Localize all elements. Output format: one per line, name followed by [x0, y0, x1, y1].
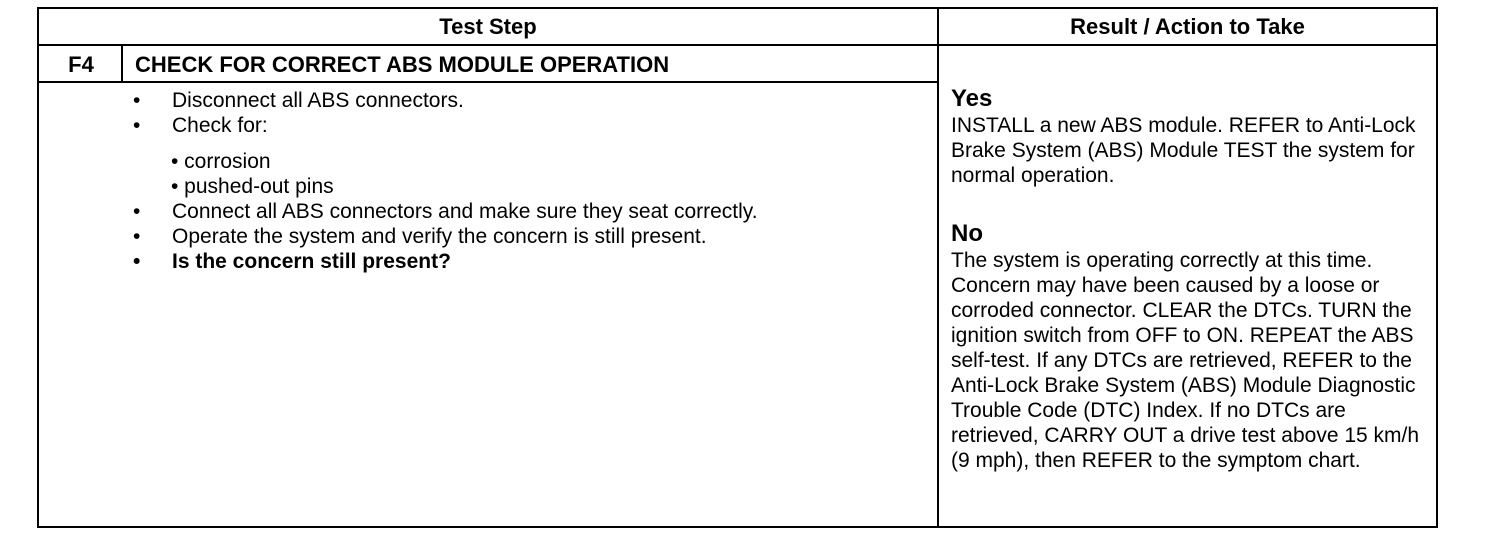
sub-item: • pushed-out pins: [171, 175, 334, 198]
bullet-text: Operate the system and verify the concern is still present.: [172, 225, 707, 248]
column-divider: [937, 9, 939, 526]
step-number: F4: [68, 52, 94, 77]
diagnostic-table: [37, 7, 1438, 528]
sub-item: • corrosion: [171, 150, 271, 173]
bullet-symbol: •: [133, 89, 141, 112]
result-yes: [951, 85, 1436, 188]
result-action-header: Result / Action to Take: [1070, 14, 1305, 39]
result-yes-label: Yes: [951, 85, 993, 112]
result-yes-text: INSTALL a new ABS module. REFER to Anti-Lock Brake System (ABS) Module TEST the system for normal operation.: [951, 114, 1416, 187]
bullet-symbol: •: [133, 114, 141, 137]
bullet-symbol: •: [133, 225, 141, 248]
bullet-text: Connect all ABS connectors and make sure they seat correctly.: [172, 200, 758, 223]
result-no: [951, 220, 1436, 473]
test-step-header: Test Step: [439, 14, 537, 39]
result-no-label: No: [951, 220, 983, 247]
step-title: CHECK FOR CORRECT ABS MODULE OPERATION: [135, 52, 670, 77]
bullet-symbol: •: [133, 250, 141, 273]
bullet-symbol: •: [133, 200, 141, 223]
bullet-text: Disconnect all ABS connectors.: [172, 89, 464, 112]
bullet-text: Is the concern still present?: [172, 250, 451, 273]
result-no-text: The system is operating correctly at this time. Concern may have been caused by a loose or corroded connector. CLEAR the DTCs. TURN the ignition switch from OFF to ON. REPEAT the ABS self-test. If any DTCs are retrieved, REFER to the Anti-Lock Brake System (ABS) Module Diagnostic Trouble Code (DTC) Index. If no DTCs are retrieved, CARRY OUT a drive test above 15 km/h (9 mph), then REFER to the symptom chart.: [951, 249, 1420, 472]
bullet-text: Check for:: [172, 114, 268, 137]
